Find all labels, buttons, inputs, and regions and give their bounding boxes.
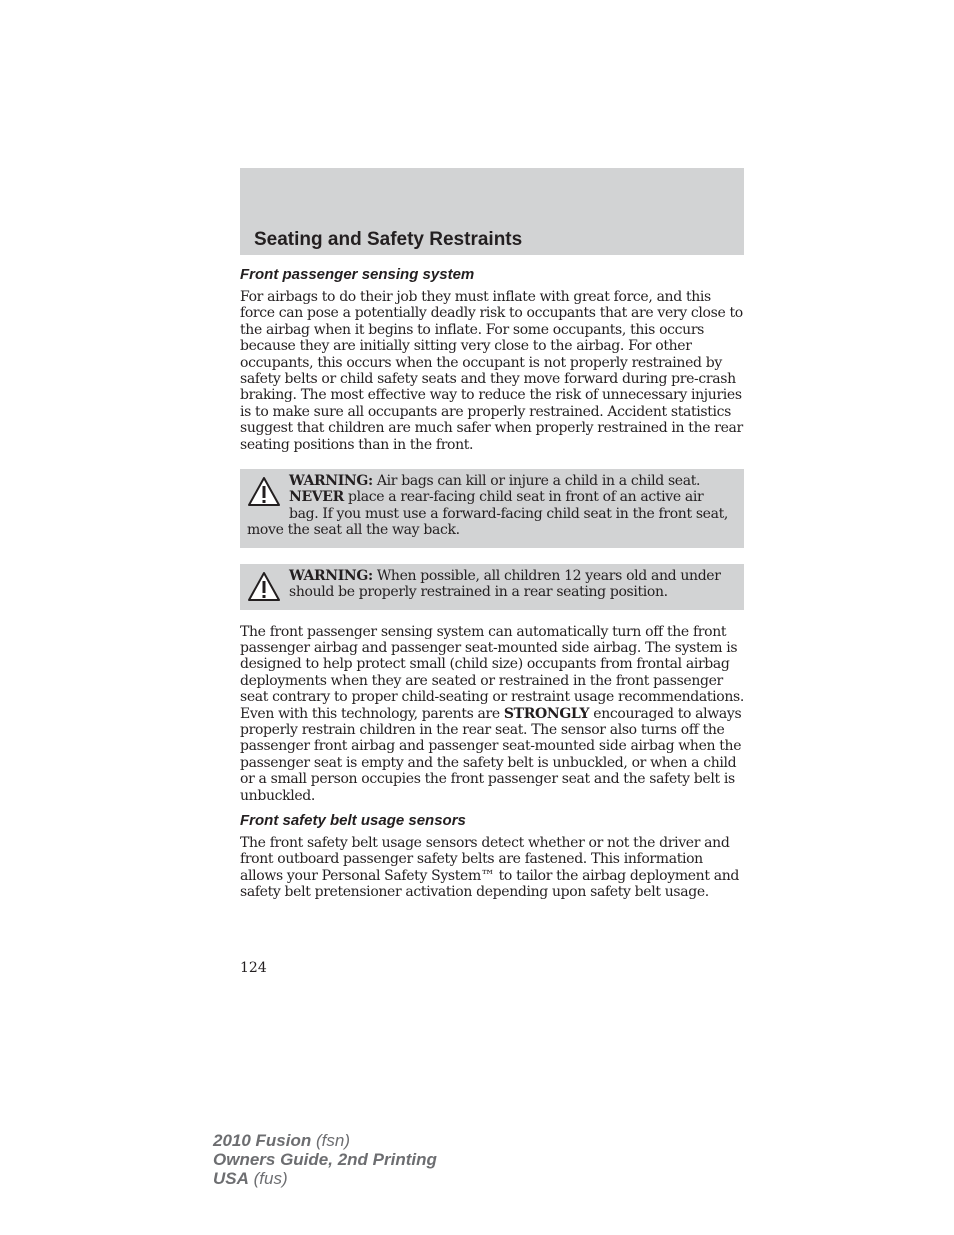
- warning-box-child-seat: [240, 469, 744, 548]
- footer-model: 2010 Fusion: [213, 1131, 312, 1150]
- page-number: 124: [240, 960, 267, 976]
- warning-label: WARNING:: [289, 567, 373, 584]
- footer-line-model: [213, 1131, 437, 1150]
- heading-front-passenger-sensing: Front passenger sensing system: [240, 266, 475, 283]
- footer-line-market: [213, 1169, 437, 1188]
- footer-model-code: (fsn): [311, 1131, 350, 1150]
- paragraph-airbag-force: For airbags to do their job they must inflate with great force, and this force can pose a potentially deadly risk to occupants that are very close to the airbag when it begins to inflate. For some occupants, this occurs because they are initially sitting very close to the airbag. For other occupants, this occurs when the occupant is not properly restrained by safety belts or child safety seats and they move forward during pre-crash braking. The most effective way to reduce the risk of unnecessary injuries is to make sure all occupants are properly restrained. Accident statistics suggest that children are much safer when properly restrained in the rear seating positions than in the front.: [240, 289, 743, 453]
- footer-printing: Owners Guide, 2nd Printing: [213, 1150, 437, 1169]
- warning-text: Air bags can kill or injure a child in a child seat.: [372, 473, 701, 490]
- warning-box-rear-seating: [240, 564, 744, 610]
- section-title: Seating and Safety Restraints: [254, 229, 523, 250]
- paragraph-text: The front passenger sensing system can automatically turn off the front passenger airbag and passenger seat-mounted side airbag. The system is designed to help protect small (child size) occupants from frontal airbag deployments when they are seated or restrained in the front passenger seat contrary to proper child-seating or restraint usage recommendations. Even with this technology, parents are: [240, 623, 744, 722]
- footer-guide-info: [213, 1131, 437, 1188]
- heading-front-safety-belt-sensors: Front safety belt usage sensors: [240, 811, 466, 829]
- warning-text: When possible, all children 12 years old and under should be properly restrained in a rear seating position.: [289, 567, 721, 601]
- paragraph-text-continued: encouraged to always properly restrain children in the rear seat. The sensor also turns off the passenger front airbag and passenger seat-mounted side airbag when the passenger seat is empty and the safety belt is unbuckled, or when a child or a small person occupies the front passenger seat and the safety belt is unbuckled.: [240, 705, 742, 804]
- page-content: [240, 266, 744, 901]
- section-header-band: [240, 168, 744, 255]
- emphasis-strongly: STRONGLY: [503, 705, 590, 722]
- footer-market: USA: [213, 1169, 249, 1188]
- warning-triangle-icon: [247, 571, 281, 603]
- warning-emphasis-never: NEVER: [289, 489, 344, 506]
- footer-line-printing: [213, 1150, 437, 1169]
- warning-label: WARNING:: [289, 473, 373, 490]
- paragraph-belt-sensors: The front safety belt usage sensors detect whether or not the driver and front outboard passenger safety belts are fastened. This information allows your Personal Safety System™ to tailor the airbag deployment and safety belt pretensioner activation depending upon safety belt usage.: [240, 834, 740, 901]
- paragraph-sensing-system: [240, 624, 744, 804]
- warning-text-continued: place a rear-facing child seat in front of an active air bag. If you must use a forward-facing child seat in the front seat, move the seat all the way back.: [247, 489, 728, 539]
- warning-triangle-icon: [247, 476, 281, 508]
- footer-market-code: (fus): [248, 1169, 288, 1188]
